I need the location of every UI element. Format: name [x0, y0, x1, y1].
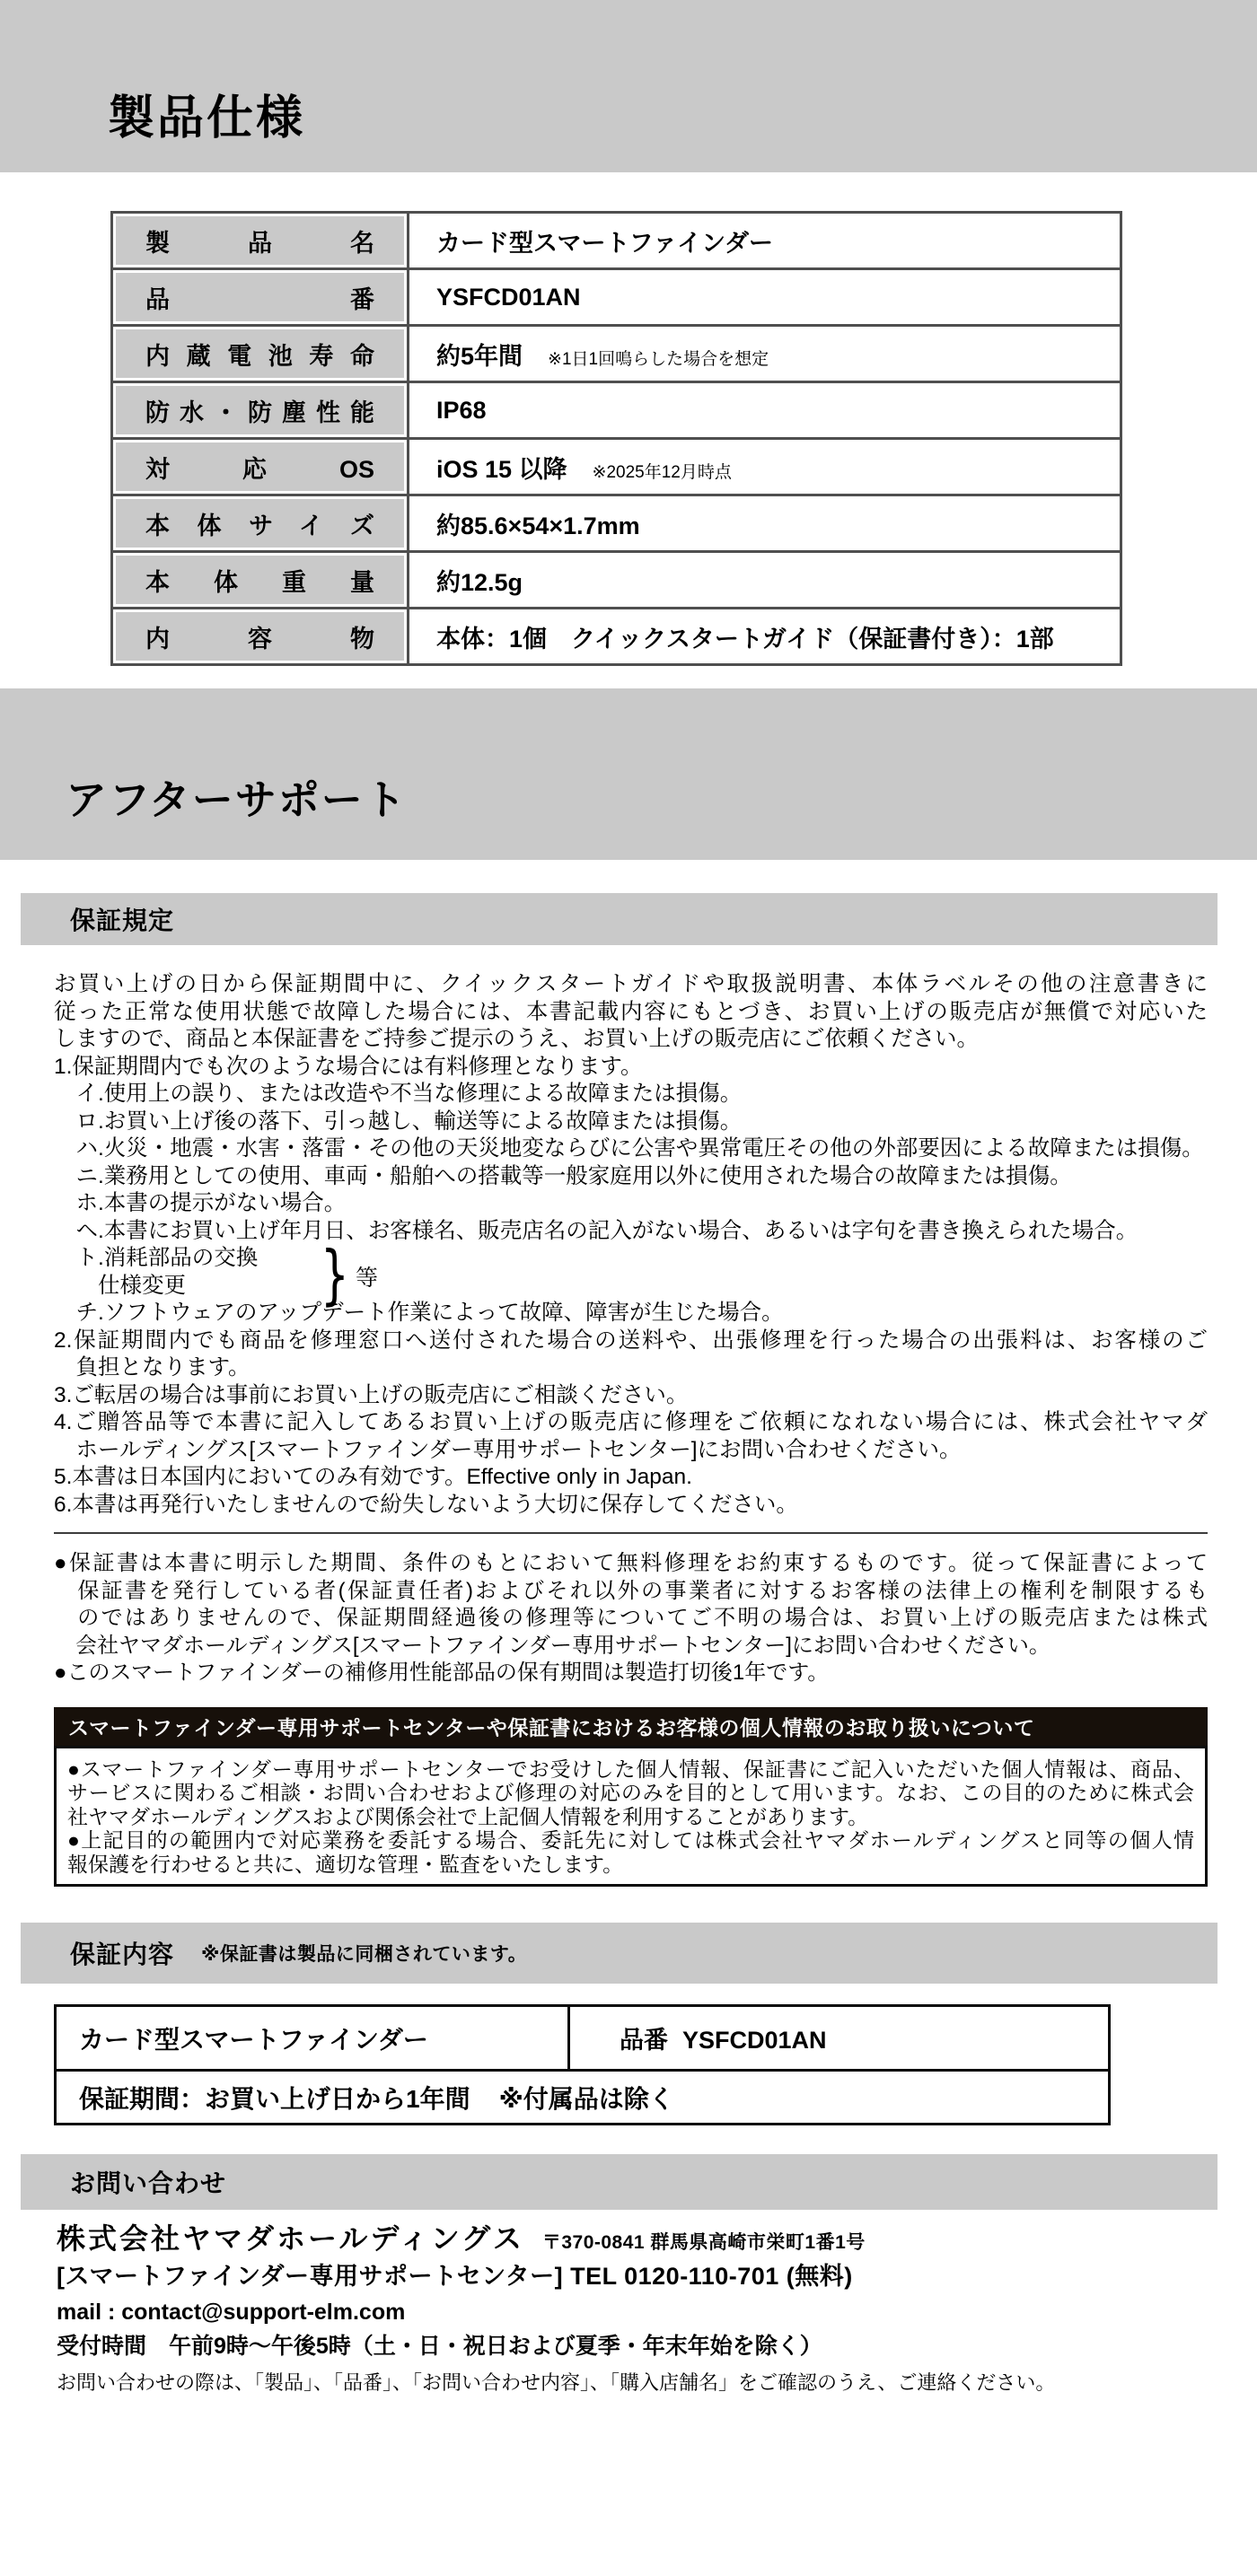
- privacy-line: 社ヤマダホールディングスおよび関係会社で上記個人情報を利用することがあります。: [67, 1804, 869, 1828]
- after-support-band: [0, 688, 1257, 860]
- spec-value-cell: [409, 269, 1121, 326]
- spec-table: [110, 211, 1122, 666]
- after-support-heading: アフターサポート: [66, 776, 408, 823]
- contact-company-line: [57, 2221, 1224, 2256]
- spec-value-cell: [409, 609, 1121, 665]
- rules-line: ト.消耗部品の交換: [54, 1246, 259, 1270]
- spec-value: 約85.6×54×1.7mm: [436, 512, 640, 539]
- rules-line: お買い上げの日から保証期間中に、クイックスタートガイドや取扱説明書、本体ラベルその他の注意書きに: [54, 972, 1208, 996]
- rules-line: 6.本書は再発行いたしませんので紛失しないよう大切に保存してください。: [54, 1492, 798, 1517]
- spec-value: カード型スマートファインダー: [436, 229, 774, 257]
- rules-line: 仕様変更: [54, 1273, 186, 1298]
- privacy-banner-text: スマートファインダー専用サポートセンターや保証書におけるお客様の個人情報のお取り扱いについて: [68, 1716, 1035, 1739]
- table-row: [112, 382, 1121, 439]
- coverage-heading: 保証内容: [70, 1941, 175, 1968]
- contact-bar: [21, 2154, 1217, 2210]
- spec-label: 内容物: [112, 609, 409, 665]
- rules-line: ロ.お買い上げ後の落下、引っ越し、輸送等による故障または損傷。: [54, 1108, 743, 1134]
- contact-block: [57, 2221, 1224, 2398]
- spec-label: 製品名: [112, 213, 409, 269]
- support-center-line: [スマートファインダー専用サポートセンター] TEL 0120-110-701 (無料): [57, 2263, 853, 2290]
- spec-value: IP68: [436, 396, 487, 424]
- spec-value-cell: [409, 382, 1121, 439]
- spec-label: 本体重量: [112, 552, 409, 609]
- rules-line: 2.保証期間内でも商品を修理窓口へ送付された場合の送料や、出張修理を行った場合の出張料は、お客様のご: [54, 1327, 1208, 1353]
- table-row: [112, 326, 1121, 382]
- spec-value-cell: [409, 439, 1121, 495]
- table-row: [112, 495, 1121, 552]
- rules-line: チ.ソフトウェアのアップデート作業によって故障、障害が生じた場合。: [54, 1301, 784, 1325]
- rules-line: 4.ご贈答品等で本書に記入してあるお買い上げの販売店に修理をご依頼になれない場合には、株式会社ヤマダ: [54, 1410, 1208, 1434]
- brace-glyph: }: [320, 1237, 349, 1312]
- company-name: 株式会社ヤマダホールディングス: [57, 2222, 524, 2255]
- privacy-line: ●スマートファインダー専用サポートセンターでお受けした個人情報、保証書にご記入いただいた個人情報は、商品、: [67, 1757, 1194, 1781]
- spec-value: iOS 15 以降: [436, 455, 567, 483]
- spec-value-cell: [409, 326, 1121, 382]
- table-row: [56, 2071, 1110, 2125]
- coverage-bar: [21, 1923, 1217, 1984]
- table-row: [112, 439, 1121, 495]
- spec-label: 本体サイズ: [112, 495, 409, 552]
- rules-line: 負担となります。: [54, 1355, 251, 1380]
- warranty-rules-bar: [21, 893, 1217, 945]
- privacy-line: サービスに関わるご相談・お問い合わせおよび修理の対応のみを目的として用います。なお、この目的のために株式会: [67, 1781, 1194, 1805]
- coverage-product: カード型スマートファインダー: [56, 2006, 569, 2071]
- coverage-part-cell: [569, 2006, 1110, 2071]
- coverage-table: [54, 2004, 1111, 2125]
- spec-label: 内蔵電池寿命: [112, 326, 409, 382]
- table-row: [112, 213, 1121, 269]
- spec-note: ※1日1回鳴らした場合を想定: [548, 349, 769, 369]
- spec-value: 約12.5g: [436, 568, 523, 596]
- privacy-box: [54, 1746, 1208, 1887]
- spec-label: 防水・防塵性能: [112, 382, 409, 439]
- spec-value-cell: [409, 213, 1121, 269]
- coverage-period: 保証期間：お買い上げ日から1年間: [79, 2084, 470, 2113]
- spec-value: 本体：1個 クイックスタートガイド（保証書付き）：1部: [436, 625, 1054, 653]
- table-row: [56, 2006, 1110, 2071]
- contact-hours: 受付時間 午前9時～午後5時（土・日・祝日および夏季・年末年始を除く）: [57, 2334, 822, 2359]
- rules-line: ニ.業務用としての使用、車両・船舶への搭載等一般家庭用以外に使用された場合の故障または損傷。: [54, 1163, 1072, 1188]
- brace-label: 等: [356, 1266, 379, 1291]
- notes-line: のではありませんので、保証期間経過後の修理等についてご不明の場合は、お買い上げの販売店または株式: [54, 1606, 1208, 1630]
- notes-line: 会社ヤマダホールディングス[スマートファインダー専用サポートセンター]にお問い合わせください。: [54, 1633, 1050, 1658]
- rules-line: イ.使用上の誤り、または改造や不当な修理による故障または損傷。: [54, 1082, 743, 1106]
- coverage-period-cell: [56, 2071, 1110, 2125]
- warranty-notes-text: [54, 1550, 1208, 1687]
- rules-line: 5.本書は日本国内においてのみ有効です。Effective only in Japan.: [54, 1465, 692, 1489]
- part-number-label: 品番: [620, 2027, 668, 2054]
- table-row: [112, 269, 1121, 326]
- contact-note: お問い合わせの際は、「製品」、「品番」、「お問い合わせ内容」、「購入店舗名」をご確認のうえ、ご連絡ください。: [57, 2371, 1056, 2394]
- spec-label: 品番: [112, 269, 409, 326]
- company-address: 〒370-0841 群馬県高崎市栄町1番1号: [541, 2232, 866, 2253]
- spec-note: ※2025年12月時点: [592, 462, 732, 482]
- rules-line: 従った正常な使用状態で故障した場合には、本書記載内容にもとづき、お買い上げの販売店が無償で対応いた: [54, 999, 1208, 1024]
- spec-label: 対応OS: [112, 439, 409, 495]
- coverage-note: ※保証書は製品に同梱されています。: [201, 1944, 528, 1965]
- coverage-period-note: ※付属品は除く: [498, 2084, 674, 2113]
- notes-line: 保証書を発行している者(保証責任者)およびそれ以外の事業者に対するお客様の法律上の権利を制限するも: [54, 1578, 1208, 1603]
- contact-mail: mail : contact@support-elm.com: [57, 2300, 406, 2325]
- part-number: YSFCD01AN: [682, 2027, 827, 2054]
- rules-line: 3.ご転居の場合は事前にお買い上げの販売店にご相談ください。: [54, 1382, 689, 1407]
- spec-value: 約5年間: [436, 342, 523, 370]
- spec-value: YSFCD01AN: [436, 283, 581, 311]
- privacy-line: 報保護を行わせると共に、適切な管理・監査をいたします。: [67, 1852, 624, 1876]
- warranty-rules-text: [54, 971, 1208, 1519]
- table-row: [112, 552, 1121, 609]
- rules-line: ヘ.本書にお買い上げ年月日、お客様名、販売店名の記入がない場合、あるいは字句を書き換えられた場合。: [54, 1218, 1138, 1243]
- notes-line: ●このスマートファインダーの補修用性能部品の保有期間は製造打切後1年です。: [54, 1660, 830, 1685]
- rules-line: しますので、商品と本保証書をご持参ご提示のうえ、お買い上げの販売店にご依頼ください。: [54, 1027, 979, 1051]
- spec-value-cell: [409, 552, 1121, 609]
- privacy-banner: [54, 1707, 1208, 1746]
- notes-line: ●保証書は本書に明示した期間、条件のもとにおいて無料修理をお約束するものです。従って保証書によって: [54, 1551, 1208, 1575]
- spec-value-cell: [409, 495, 1121, 552]
- spec-section-band: [0, 0, 1257, 172]
- rules-line: ハ.火災・地震・水害・落雷・その他の天災地変ならびに公害や異常電圧その他の外部要因による故障または損傷。: [54, 1136, 1204, 1161]
- contact-heading: お問い合わせ: [70, 2169, 227, 2197]
- rules-line: ホールディングス[スマートファインダー専用サポートセンター]にお問い合わせください。: [54, 1437, 962, 1462]
- warranty-rules-heading: 保証規定: [70, 907, 175, 934]
- spec-heading: 製品仕様: [108, 92, 306, 145]
- privacy-line: ●上記目的の範囲内で対応業務を委託する場合、委託先に対しては株式会社ヤマダホールディングスと同等の個人情: [67, 1828, 1194, 1853]
- section-divider: [54, 1532, 1208, 1534]
- table-row: [112, 609, 1121, 665]
- rules-line: 1.保証期間内でも次のような場合には有料修理となります。: [54, 1054, 643, 1079]
- rules-line: ホ.本書の提示がない場合。: [54, 1191, 347, 1215]
